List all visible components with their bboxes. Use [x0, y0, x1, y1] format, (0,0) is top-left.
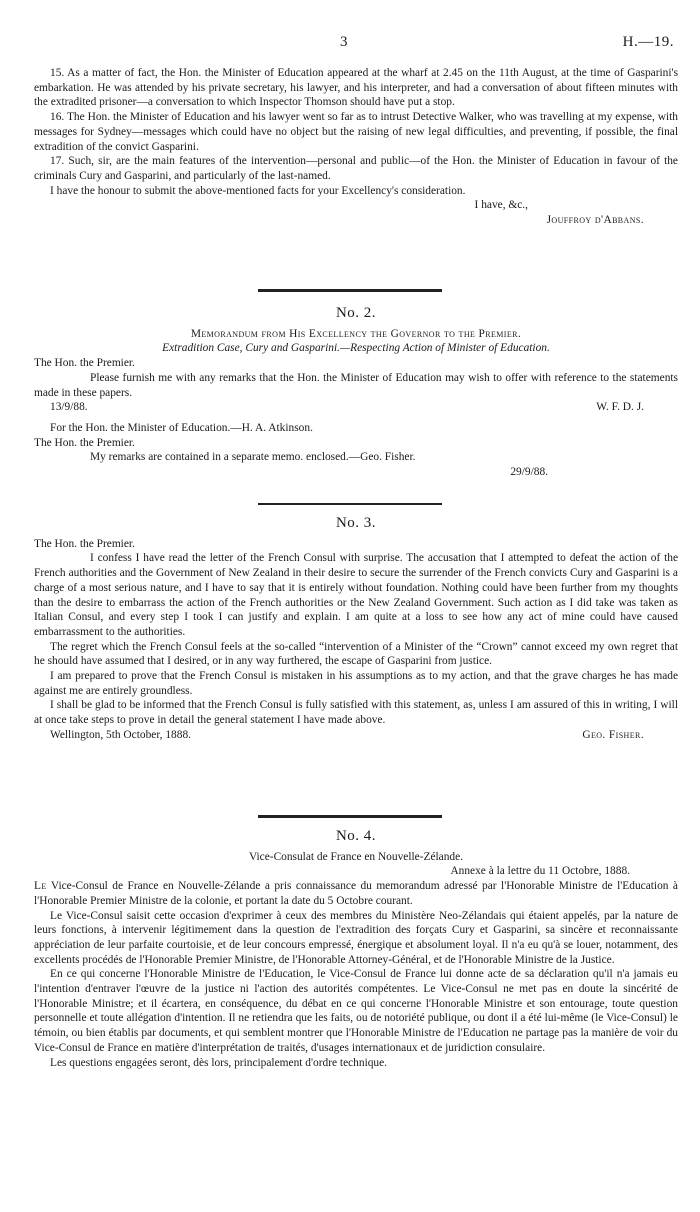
closing-salutation: I have, &c., [474, 199, 528, 212]
letter-paragraph-1: I confess I have read the letter of the French Consul with surprise. The accusation that I attempted to defeat the action of the French authorities and the Government of New Zealand in their desire to secure the surrender of the French convicts Cury and Gasparini is a charge of a most serious nature, and I have to say that it is entirely without foundation. Nothing could have been further from my thoughts than the desire to embarrass the action of the French authorities or the New Zealand Government. Such action as I did take was taken as Italian Consul, and every step I took I can justify and explain. I am quite at a loss to see how any act of mine could have caused embarrassment to the authorities. [34, 552, 678, 638]
memo-addressee: The Hon. the Premier. [34, 357, 135, 370]
reply-text: My remarks are contained in a separate memo. enclosed.—Geo. Fisher. [90, 451, 416, 464]
signature-jouffroy: Jouffroy d'Abbans. [546, 214, 644, 227]
reply-date: 29/9/88. [510, 466, 548, 479]
letter-no1-continuation [34, 66, 678, 228]
memo-forward: For the Hon. the Minister of Education.—H. A. Atkinson. [50, 421, 313, 434]
letter-signature-row [34, 728, 678, 743]
paragraph-15: 15. As a matter of fact, the Hon. the Minister of Education appeared at the wharf at 2.45 on the 11th August, at the time of Gasparini's embarkation. He was attended by his private secretary, his lawyer, and his interpreter, and had a conversation of about fifteen minutes with the extradited prisoner—a conversation to which Inspector Thomson should have put a stop. [34, 67, 678, 109]
signature-fisher: Geo. Fisher. [582, 728, 644, 741]
section-no4 [34, 829, 678, 1070]
french-paragraph-4: Les questions engagées seront, dès lors, principalement d'ordre technique. [50, 1056, 388, 1069]
annex-note: Annexe à la lettre du 11 Octobre, 1888. [450, 865, 630, 878]
memo-body: Please furnish me with any remarks that the Hon. the Minister of Education may wish to offer with reference to the statements made in these papers. [34, 371, 678, 399]
consulate-name: Vice-Consulat de France en Nouvelle-Zélande. [248, 850, 464, 863]
paper-reference: H.—19. [622, 34, 674, 50]
memo-initials: W. F. D. J. [596, 401, 644, 414]
section-divider [258, 503, 442, 505]
letter-paragraph-2: The regret which the French Consul feels at the so-called “intervention of a Minister of the “Crown” cannot exceed my own regret that he should have assumed that I desired, or in any way furthered, the escape of Gasparini from justice. [34, 640, 678, 668]
section-heading-no3: No. 3. [335, 515, 377, 531]
memo-date: 13/9/88. [50, 401, 88, 414]
french-paragraph-1-text: Vice-Consul de France en Nouvelle-Zélande a pris connaissance du memorandum adressé par l'Honorable Ministre de l'Education à l'Honorable Premier Ministre de la colonie, et portant la date du 5 Octobre courant. [34, 880, 678, 907]
page-header [0, 34, 700, 52]
french-paragraph-3: En ce qui concerne l'Honorable Ministre de l'Education, le Vice-Consul de France lui donne acte de sa déclaration qu'il n'a jamais eu l'intention d'entraver l'œuvre de la justice ni l'action des autorités compétentes. Le Vice-Consul ne met pas en doute la sincérité de l'Honorable Ministre; et il écartera, en conséquence, du débat en ce qui concerne l'Honorable Ministre et son entourage, toute question personnelle et toute allégation d'intention. Il ne retiendra que les faits, ou de notoriété publique, ou dont il a été lui-même (le Vice-Consul) le témoin, ou bien établis par documents, et qui semblent montrer que l'Honorable Ministre de l'Education ne partage pas la manière de voir du Vice-Consul de France en matière d'interprétation de traités, d'usages internationaux et de juridiction consulaire. [34, 968, 678, 1054]
page-number: 3 [340, 34, 348, 50]
memo-subject: Extradition Case, Cury and Gasparini.—Respecting Action of Minister of Education. [162, 342, 550, 355]
section-divider [258, 815, 442, 818]
letter-addressee: The Hon. the Premier. [34, 537, 135, 550]
submit-line: I have the honour to submit the above-mentioned facts for your Excellency's consideration. [50, 184, 466, 197]
reply-addressee: The Hon. the Premier. [34, 436, 135, 449]
memo-date-row [34, 400, 678, 415]
section-divider [258, 289, 442, 292]
letter-place-date: Wellington, 5th October, 1888. [50, 728, 191, 741]
paragraph-17: 17. Such, sir, are the main features of the intervention—personal and public—of the Hon. the Minister of Education in favour of the criminals Cury and Gasparini, and particularly of the last-named. [34, 155, 678, 182]
memo-title: Memorandum from His Excellency the Governor to the Premier. [190, 327, 522, 340]
french-paragraph-1 [34, 879, 678, 908]
section-no2 [34, 306, 678, 480]
section-no3 [34, 516, 678, 743]
paragraph-16: 16. The Hon. the Minister of Education and his lawyer went so far as to intrust Detective Walker, who was travelling at my expense, with messages for Sydney—messages which could have no object but the raising of new legal difficulties, and preventing, if possible, the final extradition of the convict Gasparini. [34, 111, 678, 153]
section-heading-no2: No. 2. [335, 305, 377, 321]
paragraph-lead-word: Le [34, 880, 47, 893]
french-paragraph-2: Le Vice-Consul saisit cette occasion d'exprimer à ceux des membres du Ministère Neo-Zélandais qui étaient appelés, par la nature de leurs fonctions, à intervenir légitimement dans la question de l'extradition des forçats Cury et Gasparini, sa sincère et reconnaissante appréciation de leur parfaite courtoisie, et de leur concours empressé, énergique et absolument loyal. Il n'a eu qu'à se louer, notamment, des excellents procédés de l'Honorable Premier Ministre, de l'Honorable Attorney-Général, et de l'Honorable Ministre de la Justice. [34, 909, 678, 966]
letter-paragraph-4: I shall be glad to be informed that the French Consul is fully satisfied with this statement, as, unless I am assured of this in writing, I will at once take steps to prove in detail the general statement I have made above. [34, 699, 678, 727]
letter-paragraph-3: I am prepared to prove that the French Consul is mistaken in his assumptions as to my action, and that the grave charges he has made against me are entirely groundless. [34, 670, 678, 697]
section-heading-no4: No. 4. [335, 828, 377, 844]
